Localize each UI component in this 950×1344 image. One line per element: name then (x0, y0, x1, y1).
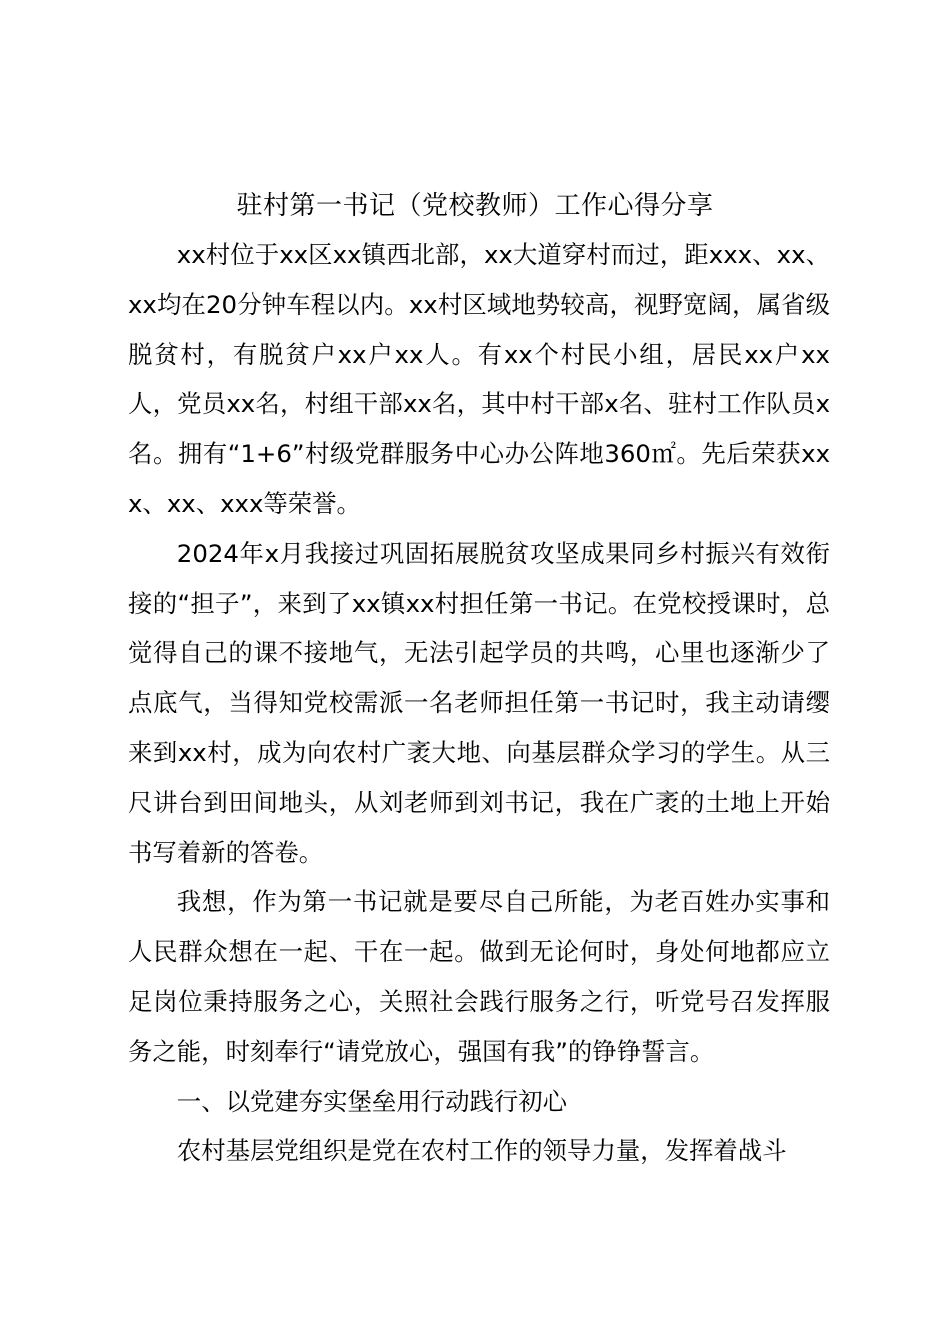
paragraph-party-organization: 农村基层党组织是党在农村工作的领导力量，发挥着战斗 (176, 1136, 787, 1166)
document-body (128, 230, 830, 1176)
document-title: 驻村第一书记（党校教师）工作心得分享 (236, 191, 714, 221)
paragraph-reflection: 我想，作为第一书记就是要尽自己所能，为老百姓办实事和人民群众想在一起、干在一起。做到无论何时，身处何地都应立足岗位秉持服务之心，关照社会践行服务之行，听党号召发挥服务之能，时刻奉行“请党放心，强国有我”的铮铮誓言。 (128, 887, 830, 1066)
paragraph-village-intro: xx村位于xx区xx镇西北部，xx大道穿村而过，距xxx、xx、xx均在20分钟车程以内。xx村区域地势较高，视野宽阔，属省级脱贫村，有脱贫户xx户xx人。有xx个村民小组，居民xx户xx人，党员xx名，村组干部xx名，其中村干部x名、驻村工作队员x名。拥有“1+6”村级党群服务中心办公阵地360㎡。先后荣获xxx、xx、xxx等荣誉。 (128, 240, 830, 518)
paragraph-appointment: 2024年x月我接过巩固拓展脱贫攻坚成果同乡村振兴有效衔接的“担子”，来到了xx镇xx村担任第一书记。在党校授课时，总觉得自己的课不接地气，无法引起学员的共鸣，心里也逐渐少了点底气，当得知党校需派一名老师担任第一书记时，我主动请缨来到xx村，成为向农村广袤大地、向基层群众学习的学生。从三尺讲台到田间地头，从刘老师到刘书记，我在广袤的土地上开始书写着新的答卷。 (128, 538, 830, 867)
section-heading: 一、以党建夯实堡垒用行动践行初心 (176, 1086, 568, 1116)
